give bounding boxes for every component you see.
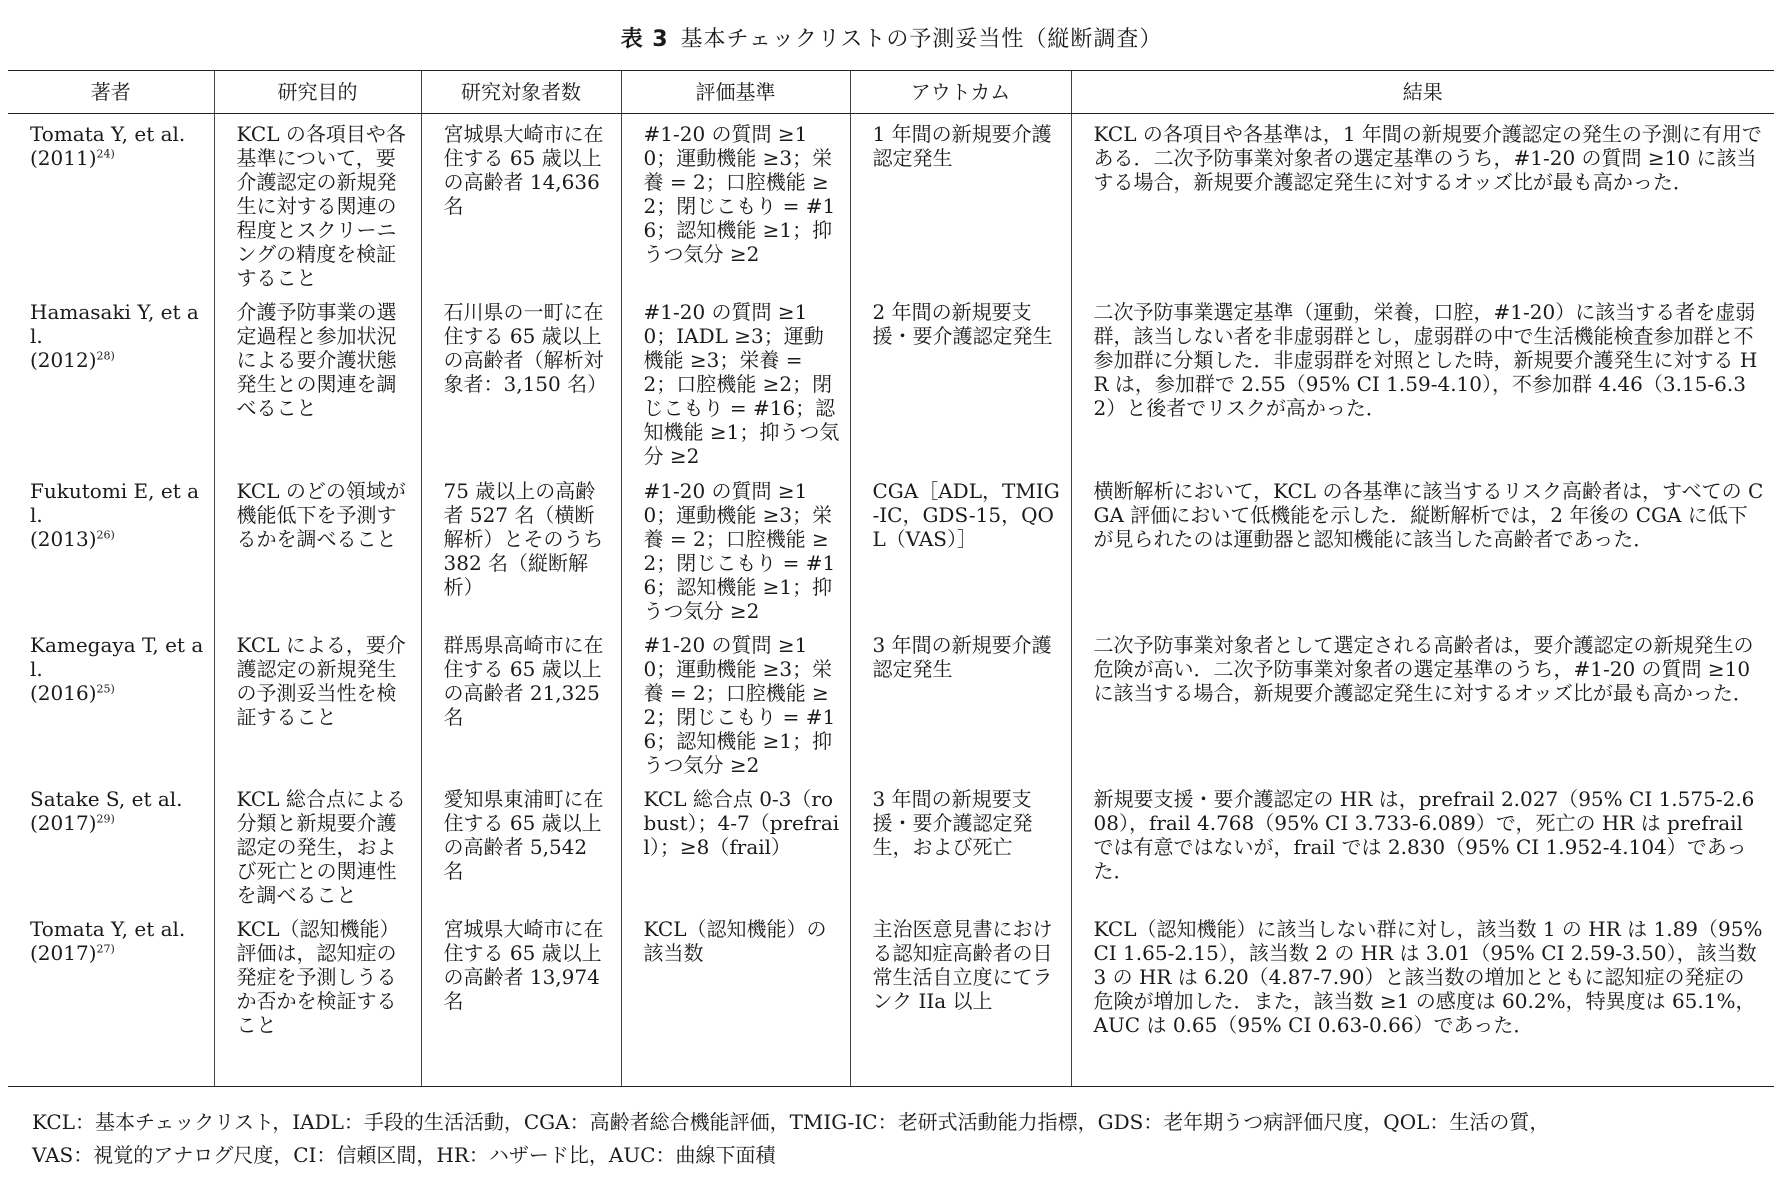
author-year: $(2013)^{26)}$ (30, 526, 115, 551)
cell-author (8, 292, 214, 471)
cell-outcome: CGA［ADL，TMIG-IC，GDS-15，QOL（VAS）］ (850, 471, 1071, 625)
cell-author (8, 625, 214, 779)
author-name: Tomata Y, et al. (30, 916, 186, 941)
reference-number: 26) (96, 527, 115, 541)
table-row (8, 292, 1774, 471)
cell-outcome: 1 年間の新規要介護認定発生 (850, 114, 1071, 292)
table-caption (0, 22, 1783, 53)
table-title: 基本チェックリストの予測妥当性（縦断調査） (680, 27, 1163, 52)
reference-number: 24) (96, 147, 115, 161)
reference-number: 29) (96, 811, 115, 825)
cell-subjects: 75 歳以上の高齢者 527 名（横断解析）とそのうち 382 名（縦断解析） (421, 471, 621, 625)
footnote-line: VAS：視覚的アナログ尺度，CI：信頼区間，HR：ハザード比，AUC：曲線下面積 (32, 1143, 776, 1167)
reference-number: 25) (96, 681, 115, 695)
cell-author (8, 471, 214, 625)
author-name: Fukutomi E, et al. (30, 478, 200, 527)
cell-purpose: KCL のどの領域が機能低下を予測するかを調べること (214, 471, 421, 625)
cell-purpose: KCL の各項目や各基準について，要介護認定の新規発生に対する関連の程度とスクリーニングの精度を検証すること (214, 114, 421, 292)
cell-outcome: 主治医意見書における認知症高齢者の日常生活自立度にてランク IIa 以上 (850, 909, 1071, 1087)
cell-subjects: 宮城県大崎市に在住する 65 歳以上の高齢者 14,636 名 (421, 114, 621, 292)
cell-author (8, 779, 214, 909)
cell-result: 二次予防事業選定基準（運動，栄養，口腔，#1-20）に該当する者を虚弱群，該当しない者を非虚弱群とし，虚弱群の中で生活機能検査参加群と不参加群に分類した．非虚弱群を対照とした時，新規要介護発生に対する HR は，参加群で 2.55（95% CI 1.59-4.10），不参加群 4.46（3.15-6.32）と後者でリスクが高かった． (1071, 292, 1774, 471)
cell-author (8, 114, 214, 292)
cell-purpose: KCL による，要介護認定の新規発生の予測妥当性を検証すること (214, 625, 421, 779)
cell-subjects: 宮城県大崎市に在住する 65 歳以上の高齢者 13,974 名 (421, 909, 621, 1087)
table-row (8, 114, 1774, 292)
author-year: $(2017)^{29)}$ (30, 810, 115, 835)
cell-subjects: 愛知県東浦町に在住する 65 歳以上の高齢者 5,542 名 (421, 779, 621, 909)
cell-criteria: #1-20 の質問 ≥10；運動機能 ≥3；栄養 = 2；口腔機能 ≥2；閉じこもり = #16；認知機能 ≥1；抑うつ気分 ≥2 (621, 471, 850, 625)
cell-criteria: #1-20 の質問 ≥10；IADL ≥3；運動機能 ≥3；栄養 = 2；口腔機能 ≥2；閉じこもり = #16；認知機能 ≥1；抑うつ気分 ≥2 (621, 292, 850, 471)
footnote-line: KCL：基本チェックリスト，IADL：手段的生活活動，CGA：高齢者総合機能評価，TMIG-IC：老研式活動能力指標，GDS：老年期うつ病評価尺度，QOL：生活の質， (32, 1110, 1550, 1134)
cell-author (8, 909, 214, 1087)
header-criteria: 評価基準 (621, 71, 850, 114)
reference-number: 28) (96, 348, 115, 362)
header-result: 結果 (1071, 71, 1774, 114)
table-label: 表 3 (620, 27, 669, 52)
cell-subjects: 群馬県高崎市に在住する 65 歳以上の高齢者 21,325 名 (421, 625, 621, 779)
table-row (8, 909, 1774, 1087)
table-row (8, 779, 1774, 909)
reference-number: 27) (96, 941, 115, 955)
cell-result: 新規要支援・要介護認定の HR は，prefrail 2.027（95% CI 1.575-2.608），frail 4.768（95% CI 3.733-6.089）で，死亡の HR は prefrail では有意ではないが，frail では 2.830（95% CI 1.952-4.104）であった． (1071, 779, 1774, 909)
header-outcome: アウトカム (850, 71, 1071, 114)
table-row (8, 471, 1774, 625)
author-name: Tomata Y, et al. (30, 122, 186, 146)
table-row (8, 625, 1774, 779)
cell-purpose: KCL（認知機能）評価は，認知症の発症を予測しうるか否かを検証すること (214, 909, 421, 1087)
cell-outcome: 3 年間の新規要介護認定発生 (850, 625, 1071, 779)
author-year: $(2012)^{28)}$ (30, 347, 115, 372)
cell-result: KCL（認知機能）に該当しない群に対し，該当数 1 の HR は 1.89（95% CI 1.65-2.15），該当数 2 の HR は 3.01（95% CI 2.59-3.50），該当数 3 の HR は 6.20（4.87-7.90）と該当数の増加とともに認知症の発症の危険が増加した．また，該当数 ≥1 の感度は 60.2%，特異度は 65.1%，AUC は 0.65（95% CI 0.63-0.66）であった． (1071, 909, 1774, 1087)
kcl-validity-table (8, 70, 1774, 1087)
cell-criteria: KCL 総合点 0-3（robust）；4-7（prefrail）；≥8（frail） (621, 779, 850, 909)
cell-result: 二次予防事業対象者として選定される高齢者は，要介護認定の新規発生の危険が高い．二次予防事業対象者の選定基準のうち，#1-20 の質問 ≥10 に該当する場合，新規要介護認定発生に対するオッズ比が最も高かった． (1071, 625, 1774, 779)
header-author: 著者 (8, 71, 214, 114)
table-footnote (32, 1106, 1762, 1172)
author-name: Kamegaya T, et al. (30, 632, 204, 681)
author-year: $(2017)^{27)}$ (30, 940, 115, 965)
cell-result: KCL の各項目や各基準は，1 年間の新規要介護認定の発生の予測に有用である．二次予防事業対象者の選定基準のうち，#1-20 の質問 ≥10 に該当する場合，新規要介護認定発生に対するオッズ比が最も高かった． (1071, 114, 1774, 292)
cell-outcome: 2 年間の新規要支援・要介護認定発生 (850, 292, 1071, 471)
header-purpose: 研究目的 (214, 71, 421, 114)
author-year: $(2016)^{25)}$ (30, 680, 115, 705)
cell-criteria: KCL（認知機能）の該当数 (621, 909, 850, 1087)
table-header-row (8, 71, 1774, 114)
author-name: Satake S, et al. (30, 786, 183, 811)
cell-purpose: 介護予防事業の選定過程と参加状況による要介護状態発生との関連を調べること (214, 292, 421, 471)
cell-purpose: KCL 総合点による分類と新規要介護認定の発生，および死亡との関連性を調べること (214, 779, 421, 909)
cell-result: 横断解析において，KCL の各基準に該当するリスク高齢者は，すべての CGA 評価において低機能を示した．縦断解析では，2 年後の CGA に低下が見られたのは運動器と認知機能に該当した高齢者であった． (1071, 471, 1774, 625)
cell-outcome: 3 年間の新規要支援・要介護認定発生，および死亡 (850, 779, 1071, 909)
author-name: Hamasaki Y, et al. (30, 299, 199, 348)
cell-criteria: #1-20 の質問 ≥10；運動機能 ≥3；栄養 = 2；口腔機能 ≥2；閉じこもり = #16；認知機能 ≥1；抑うつ気分 ≥2 (621, 625, 850, 779)
cell-subjects: 石川県の一町に在住する 65 歳以上の高齢者（解析対象者：3,150 名） (421, 292, 621, 471)
cell-criteria: #1-20 の質問 ≥10；運動機能 ≥3；栄養 = 2；口腔機能 ≥2；閉じこもり = #16；認知機能 ≥1；抑うつ気分 ≥2 (621, 114, 850, 292)
author-year: $(2011)^{24)}$ (30, 146, 115, 170)
header-subjects: 研究対象者数 (421, 71, 621, 114)
